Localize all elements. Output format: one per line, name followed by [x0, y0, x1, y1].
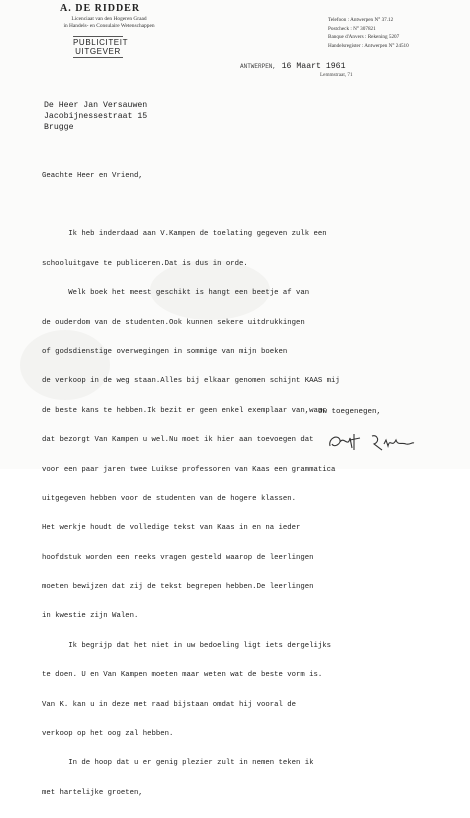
body-line: de verkoop in de weg staan.Alles bij elkaar genomen schijnt KAAS mij [42, 377, 340, 386]
body-line: Ik heb inderdaad aan V.Kampen de toelating gegeven zulk een [42, 230, 327, 239]
letterhead-name: A. DE RIDDER [60, 3, 141, 14]
body-line: hoofdstuk worden een reeks vragen gesteld waarop de leerlingen [42, 553, 314, 562]
signature-drawing [326, 428, 416, 456]
body-line: dat bezorgt Van Kampen u wel.Nu moet ik hier aan toevoegen dat [42, 436, 314, 445]
letterhead-publisher-box [73, 36, 129, 58]
body-line: In de hoop dat u er genig plezier zult in nemen teken ik [42, 759, 314, 768]
body-line: uitgegeven hebben voor de studenten van de hogere klassen. [42, 494, 296, 503]
body-line: in kwestie zijn Walen. [42, 612, 139, 621]
salutation: Geachte Heer en Vriend, [42, 171, 143, 180]
body-line: moeten bewijzen dat zij de tekst begrepen hebben.De leerlingen [42, 583, 314, 592]
letter-body [42, 152, 462, 818]
sender-street: Lemmstraat, 71 [320, 72, 353, 78]
letterhead-box-line-1: PUBLICITEIT [73, 38, 129, 47]
body-line: schooluitgave te publiceren.Dat is dus in orde. [42, 259, 248, 268]
letterhead-subtitle-1: Licenciaat van den Hogeren Graad [71, 16, 147, 22]
body-line: Van K. kan u in deze met raad bijstaan omdat hij vooral de [42, 700, 296, 709]
body-line: verkoop op het oog zal hebben. [42, 730, 174, 739]
body-line: te doen. U en Van Kampen moeten maar weten wat de beste vorm is. [42, 671, 323, 680]
body-line: met hartelijke groeten, [42, 788, 143, 797]
contact-telefoon: Telefoon : Antwerpen N° 37.12 [328, 17, 394, 23]
letterhead-box-line-2: UITGEVER [75, 47, 121, 56]
handwritten-signature [326, 428, 416, 456]
body-line: Welk boek het meest geschikt is hangt een beetje af van [42, 289, 310, 298]
body-line: de beste kans te hebben.Ik bezit er geen enkel exemplaar van,waar [42, 406, 327, 415]
recipient-line-3: Brugge [44, 123, 74, 132]
contact-banque: Banque d'Anvers : Rekening 5207 [328, 34, 400, 41]
body-line [42, 201, 462, 211]
body-line: Ik begrijp dat het niet in uw bedoeling ligt iets dergelijks [42, 641, 332, 650]
recipient-line-1: De Heer Jan Versauwen [44, 101, 148, 110]
dateline [240, 62, 346, 71]
body-line: voor een paar jaren twee Luikse professoren van Kaas een grammatica [42, 465, 336, 474]
dateline-city: ANTWERPEN, [240, 63, 277, 70]
contact-block [328, 16, 468, 50]
letterhead-subtitle-2: in Handels- en Consulaire Wetenschappen [63, 23, 155, 29]
letter-date: 16 Maart 1961 [281, 62, 346, 71]
body-line: de ouderdom van de studenten.Ook kunnen sekere uitdrukkingen [42, 318, 305, 327]
contact-postcheck: Postcheck : N° 307821 [328, 25, 376, 32]
recipient-address [44, 100, 147, 133]
body-line: Het werkje houdt de volledige tekst van Kaas in en na ieder [42, 524, 301, 533]
recipient-line-2: Jacobijnessestraat 15 [44, 112, 148, 121]
closing-phrase: Uw toegenegen, [318, 408, 382, 416]
body-line: of godsdienstige overwegingen in sommige van mijn boeken [42, 347, 288, 356]
contact-handelsregister: Handelsregister : Antwerpen N° 24510 [328, 42, 409, 49]
